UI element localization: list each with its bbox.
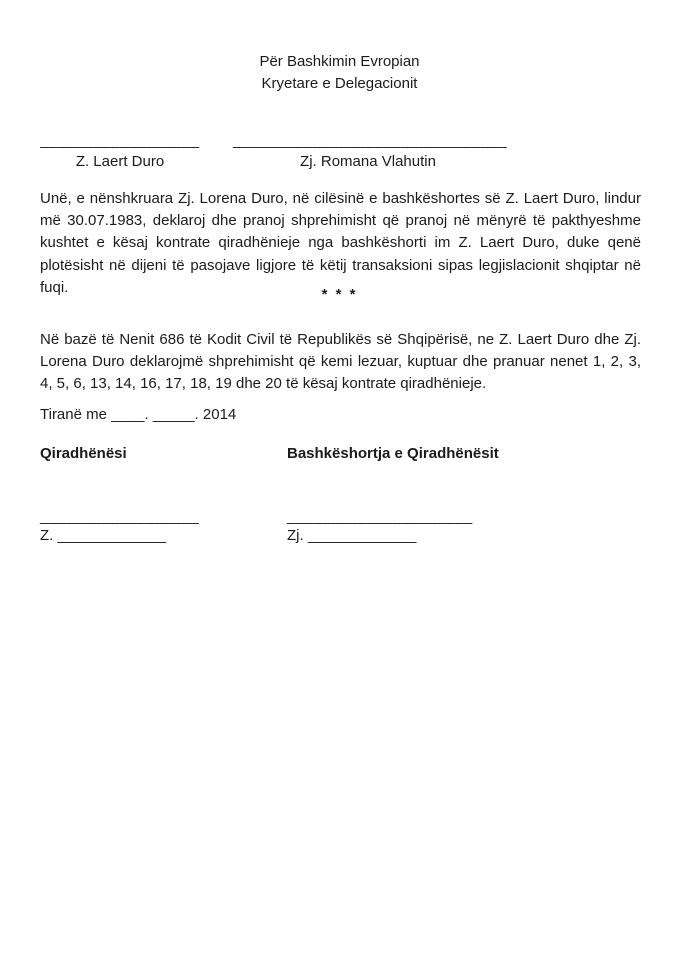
signature-line: _______________________________ [233,132,508,149]
place-date-line: Tiranë me ____. _____. 2014 [40,406,237,423]
signature-line: __________________ [40,132,200,149]
signatory-name: Zj. Romana Vlahutin [300,153,436,170]
role-label-lessor-spouse: Bashkëshortja e Qiradhënësit [287,445,499,462]
section-separator: * * * [321,286,358,303]
signatory-name: Z. Laert Duro [75,153,165,170]
legal-basis-paragraph: Në bazë të Nenit 686 të Kodit Civil të Republikës së Shqipërisë, ne Z. Laert Duro dhe Zj. Lorena Duro deklarojmë shprehimisht që kemi lezuar, kuptuar dhe pranuar nenet 1, 2, 3, 4, 5, 6, 13, 14, 16, 17, 18, 19 dhe 20 të kësaj kontrate qiradhënieje. [40,331,641,393]
signature-block-laert-duro [40,131,200,173]
header-line-1: Për Bashkimin Evropian [259,53,420,70]
declaration-paragraph: Unë, e nënshkruara Zj. Lorena Duro, në cilësinë e bashkëshortes së Z. Laert Duro, lindur më 30.07.1983, deklaroj dhe pranoj shprehimisht që pranoj në mënyrë të pakthyeshme kushtet e kësaj kontrate qiradhënieje nga bashkëshorti im Z. Laert Duro, duke qenë plotësisht në dijeni të pasojave ligjore të këtij transaksioni sipas legjislacionit shqiptar në fuqi. [40,190,641,296]
signatory-name-blank: Z. _____________ [40,527,166,544]
signature-block-romana-vlahutin [233,131,508,173]
role-label-lessor: Qiradhënësi [40,445,127,462]
bottom-signature-block-spouse [287,510,473,548]
signature-line: _____________________ [287,508,473,525]
signatory-name-blank: Zj. _____________ [287,527,417,544]
header-line-2: Kryetare e Delegacionit [261,75,418,92]
document-header [0,51,679,95]
bottom-signature-block-lessor [40,510,199,548]
signature-line: __________________ [40,508,200,525]
top-signature-row [40,131,641,173]
